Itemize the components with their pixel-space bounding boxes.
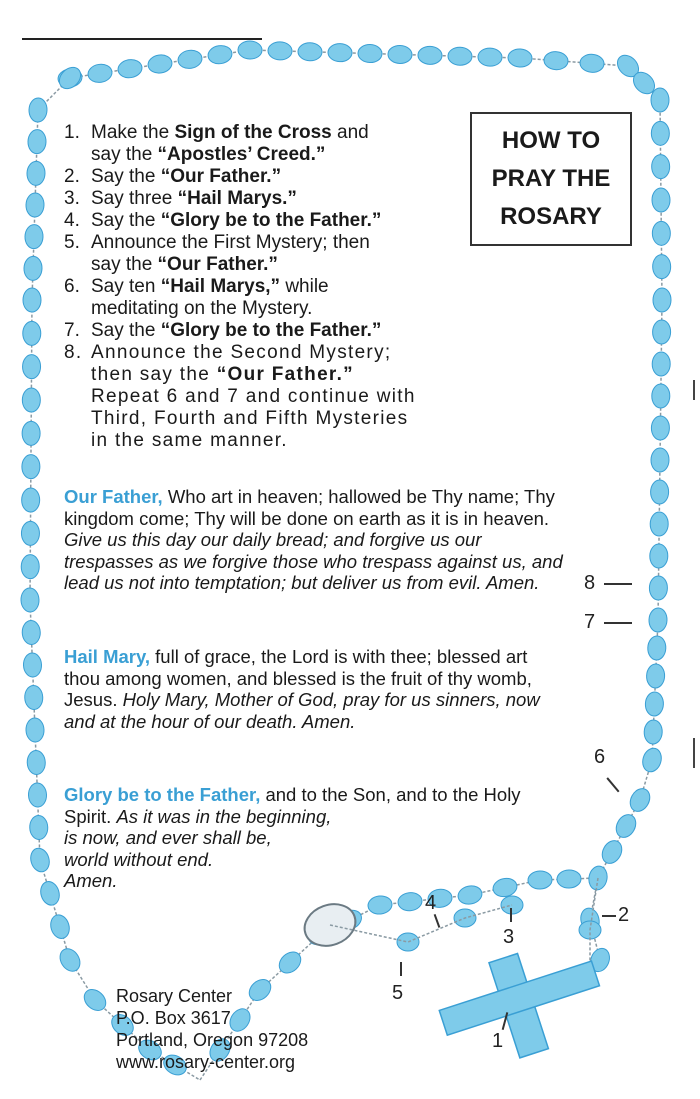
rosary-bead: [653, 288, 671, 312]
marker-tick: [604, 622, 632, 624]
prayer-heading: Our Father,: [64, 486, 163, 507]
rosary-bead: [26, 718, 45, 743]
rosary-bead: [117, 58, 143, 79]
title-line: ROSARY: [500, 203, 602, 230]
step-text: Announce the Second Mystery;: [91, 342, 392, 363]
rosary-bead: [29, 98, 48, 123]
rosary-bead: [24, 256, 43, 281]
rosary-bead: [651, 416, 669, 440]
rosary-bead: [177, 49, 203, 70]
step-emphasis: “Our Father.”: [216, 364, 354, 385]
rosary-bead: [56, 945, 84, 975]
step-emphasis: “Apostles’ Creed.”: [157, 144, 326, 165]
step-text: Repeat 6 and 7 and continue with: [91, 386, 416, 407]
rosary-bead: [651, 448, 669, 472]
prayer-heading: Glory be to the Father,: [64, 784, 261, 805]
rosary-bead: [501, 896, 523, 914]
rosary-bead: [358, 44, 383, 63]
rosary-bead: [507, 48, 532, 68]
rosary-bead: [55, 63, 85, 93]
rosary-bead: [651, 88, 669, 112]
rosary-bead: [22, 455, 40, 479]
rosary-bead: [367, 895, 393, 916]
rosary-bead: [388, 45, 413, 64]
address-line: P.O. Box 3617: [116, 1008, 231, 1028]
step-item: [64, 320, 464, 342]
step-item: [64, 210, 464, 232]
rosary-bead: [147, 53, 173, 74]
rosary-bead: [22, 488, 40, 512]
step-text: Say the: [91, 166, 161, 187]
step-item: [64, 188, 464, 210]
address-line: Rosary Center: [116, 986, 233, 1006]
address-line: Portland, Oregon 97208: [116, 1030, 309, 1050]
prayer-text: and to the Son, and to the Holy Spirit.: [64, 784, 521, 827]
rosary-bead: [652, 384, 670, 408]
our-father-prayer: [64, 486, 564, 594]
rosary-bead: [28, 783, 47, 808]
rosary-bead: [647, 636, 666, 661]
step-text: meditating on the Mystery.: [91, 298, 313, 319]
rosary-bead: [28, 846, 52, 874]
crucifix: [430, 932, 613, 1077]
rosary-bead: [648, 608, 667, 633]
marker-6: 6: [594, 746, 606, 768]
marker-tick: [604, 583, 632, 585]
right-edge-mark: [693, 738, 695, 768]
prayer-text-italic: is now, and ever shall be,: [64, 827, 272, 848]
rosary-bead: [612, 811, 639, 841]
rosary-bead: [626, 785, 653, 815]
prayer-text: Who art in heaven; hallowed be Thy name; Thy kingdom come; Thy will be done on earth as it is in heaven.: [64, 486, 555, 529]
right-edge-mark: [693, 380, 695, 400]
rosary-bead: [21, 555, 39, 579]
step-number: 3.: [64, 188, 80, 209]
rosary-bead: [652, 352, 670, 376]
rosary-bead: [27, 161, 46, 186]
title-line: HOW TO: [501, 127, 601, 154]
rosary-bead: [640, 746, 664, 774]
step-item: [64, 122, 464, 166]
glory-be-prayer: [64, 784, 564, 892]
rosary-bead: [26, 193, 45, 218]
step-emphasis: “Our Father.”: [157, 254, 278, 275]
step-number: 8.: [64, 342, 83, 363]
step-text: and: [331, 122, 369, 143]
rosary-bead: [22, 620, 41, 645]
rosary-bead: [650, 512, 668, 536]
rosary-bead: [275, 948, 305, 977]
rosary-bead: [298, 42, 323, 61]
step-emphasis: “Glory be to the Father.”: [160, 210, 382, 231]
prayer-text-italic: Amen.: [64, 870, 118, 891]
step-item: [64, 342, 464, 452]
rosary-bead: [652, 155, 670, 179]
marker-tick: [510, 908, 512, 922]
marker-tick: [400, 962, 402, 976]
step-emphasis: Sign of the Cross: [174, 122, 332, 143]
rosary-bead: [238, 41, 263, 60]
rosary-bead: [22, 421, 40, 445]
prayer-text-italic: Holy Mary, Mother of God, pray for us sinners, now and at the hour of our death. Amen.: [64, 689, 540, 732]
step-text: Announce the First Mystery; then: [91, 232, 370, 253]
rosary-bead: [328, 43, 353, 62]
rosary-bead: [28, 129, 47, 154]
step-number: 5.: [64, 232, 80, 253]
rosary-bead: [21, 588, 40, 613]
prayer-text-italic: As it was in the beginning,: [116, 805, 332, 827]
rosary-bead: [397, 933, 419, 951]
step-emphasis: “Our Father.”: [160, 166, 282, 187]
step-number: 7.: [64, 320, 80, 341]
step-item: [64, 276, 464, 320]
step-emphasis: “Hail Marys,”: [160, 276, 281, 297]
prayer-text: full of grace, the Lord is with thee; blessed art thou among women, and blessed is the fruit of thy womb, Jesus.: [64, 646, 532, 710]
rosary-bead: [650, 480, 668, 504]
step-text: Make the: [91, 122, 175, 143]
rosary-bead: [478, 48, 503, 67]
rosary-bead: [22, 355, 40, 379]
rosary-bead: [652, 188, 670, 212]
marker-8: 8: [584, 572, 596, 594]
rosary-bead: [650, 544, 668, 568]
rosary-bead: [25, 224, 44, 249]
step-text: in the same manner.: [91, 430, 288, 451]
marker-4: 4: [425, 892, 437, 914]
rosary-bead: [268, 42, 293, 61]
marker-tick: [602, 915, 616, 917]
rosary-bead: [598, 837, 625, 867]
rosary-bead: [579, 53, 604, 73]
rosary-bead: [543, 51, 568, 71]
rosary-bead: [29, 815, 48, 840]
marker-2: 2: [618, 904, 630, 926]
rosary-bead: [448, 47, 473, 66]
rosary-bead: [23, 653, 42, 678]
prayer-text-italic: world without end.: [64, 848, 214, 870]
rosary-bead: [23, 321, 41, 345]
address-block: [116, 985, 308, 1073]
rosary-bead: [397, 891, 423, 912]
step-text: Say three: [91, 188, 178, 209]
marker-5: 5: [392, 982, 404, 1004]
step-text: Say the: [91, 210, 161, 231]
prayer-heading: Hail Mary,: [64, 646, 151, 667]
step-number: 2.: [64, 166, 80, 187]
marker-1: 1: [492, 1030, 504, 1052]
step-item: [64, 166, 464, 188]
website-link[interactable]: www.rosary-center.org: [116, 1052, 296, 1072]
step-text: while: [280, 276, 329, 297]
step-number: 1.: [64, 122, 80, 143]
step-emphasis: “Glory be to the Father.”: [160, 320, 382, 341]
rosary-bead: [653, 255, 671, 279]
title-box: [470, 112, 632, 246]
step-text: say the: [91, 254, 158, 275]
rosary-bead: [48, 913, 72, 941]
step-text: Say ten: [91, 276, 161, 297]
rosary-bead: [207, 44, 233, 65]
rosary-bead: [646, 664, 665, 689]
steps-list: [64, 122, 464, 452]
step-text: then say the: [91, 364, 217, 385]
rosary-bead: [23, 288, 41, 312]
rosary-bead: [649, 576, 667, 600]
rosary-bead: [87, 63, 113, 84]
step-text: say the: [91, 144, 158, 165]
rosary-bead: [644, 720, 663, 745]
top-rule-line: [22, 38, 262, 40]
marker-7: 7: [584, 611, 596, 633]
rosary-bead: [22, 388, 40, 412]
hail-mary-prayer: [64, 646, 564, 732]
rosary-bead: [651, 121, 669, 145]
rosary-bead: [24, 685, 43, 710]
rosary-bead: [645, 692, 664, 717]
step-text: Third, Fourth and Fifth Mysteries: [91, 408, 409, 429]
marker-3: 3: [503, 926, 515, 948]
rosary-bead: [652, 320, 670, 344]
step-text: Say the: [91, 320, 161, 341]
step-number: 6.: [64, 276, 80, 297]
rosary-bead: [21, 521, 39, 545]
prayer-text-italic: Give us this day our daily bread; and forgive us our trespasses as we forgive those who trespass against us, and lead us not into temptation; but deliver us from evil. Amen.: [64, 529, 563, 593]
rosary-bead: [652, 221, 670, 245]
step-number: 4.: [64, 210, 80, 231]
title-line: PRAY THE: [491, 165, 611, 192]
rosary-bead: [38, 879, 62, 907]
step-item: [64, 232, 464, 276]
rosary-bead: [27, 750, 46, 775]
rosary-bead: [418, 46, 443, 65]
step-emphasis: “Hail Marys.”: [177, 188, 297, 209]
